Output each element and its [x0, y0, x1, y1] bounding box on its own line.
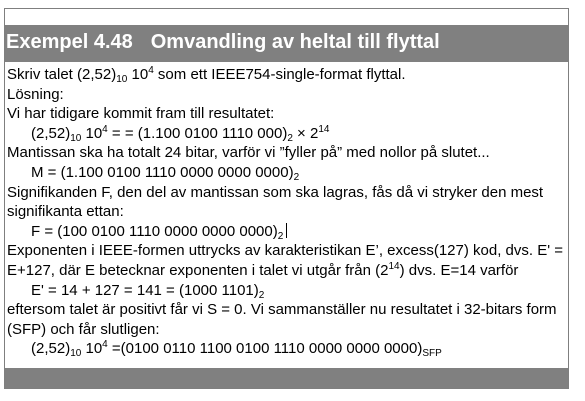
equation-result: $(2,52)_{10}$ $10^4 =(0100$ 0110 1100 0100 1110 0000 0000 $0000)_{SFP}$ — [31, 339, 442, 360]
equation-significand: F = (100 0100 1110 0000 0000 $0000)_2$ — [7, 222, 567, 242]
equation-exponent: E' = 14 + 127 = 141 = (1000 $1101)_2$ — [31, 281, 265, 301]
example-box — [4, 8, 569, 389]
significand-paragraph: Signifikanden F, den del av mantissan som ska lagras, fås då vi stryker den mest signifikanta ettan: — [7, 183, 544, 221]
equation-mantissa: M = (1.100 0100 1110 0000 0000 $0000)_2$ — [31, 163, 300, 183]
title-bar — [5, 25, 568, 62]
mantissa-line: Mantissan ska ha totalt 24 bitar, varför vi ”fyller på” med nollor på slutet... — [7, 144, 490, 162]
example-heading — [6, 31, 440, 54]
task-line: Skriv talet $(2,52)_{10}$ $10^4$ som ett IEEE754-single-format flyttal. — [7, 65, 406, 85]
example-body — [7, 65, 567, 359]
example-title: Omvandling av heltal till flyttal — [150, 31, 440, 53]
prev-result-line: Vi har tidigare kommit fram till resultatet: — [7, 105, 275, 123]
solution-label: Lösning: — [7, 85, 64, 103]
bottom-bar — [5, 368, 568, 388]
text-cursor — [286, 223, 287, 238]
exponent-paragraph: Exponenten i IEEE-formen uttrycks av karakteristikan E’, excess(127) kod, dvs. E' = E+127, där E betecknar exponenten i talet vi utgår från $(2^{14})$ dvs. E=14 varför — [7, 242, 564, 279]
equation-normalized: $(2,52)_{10}$ $10^4$ = = (1.100 0100 1110 $000)_2 \times 2^{14}$ — [31, 123, 330, 144]
sign-paragraph: eftersom talet är positivt får vi S = 0. Vi sammanställer nu resultatet i 32-bitars form (SFP) och får slutligen: — [7, 301, 557, 338]
example-number: Exempel 4.48 — [6, 31, 133, 53]
